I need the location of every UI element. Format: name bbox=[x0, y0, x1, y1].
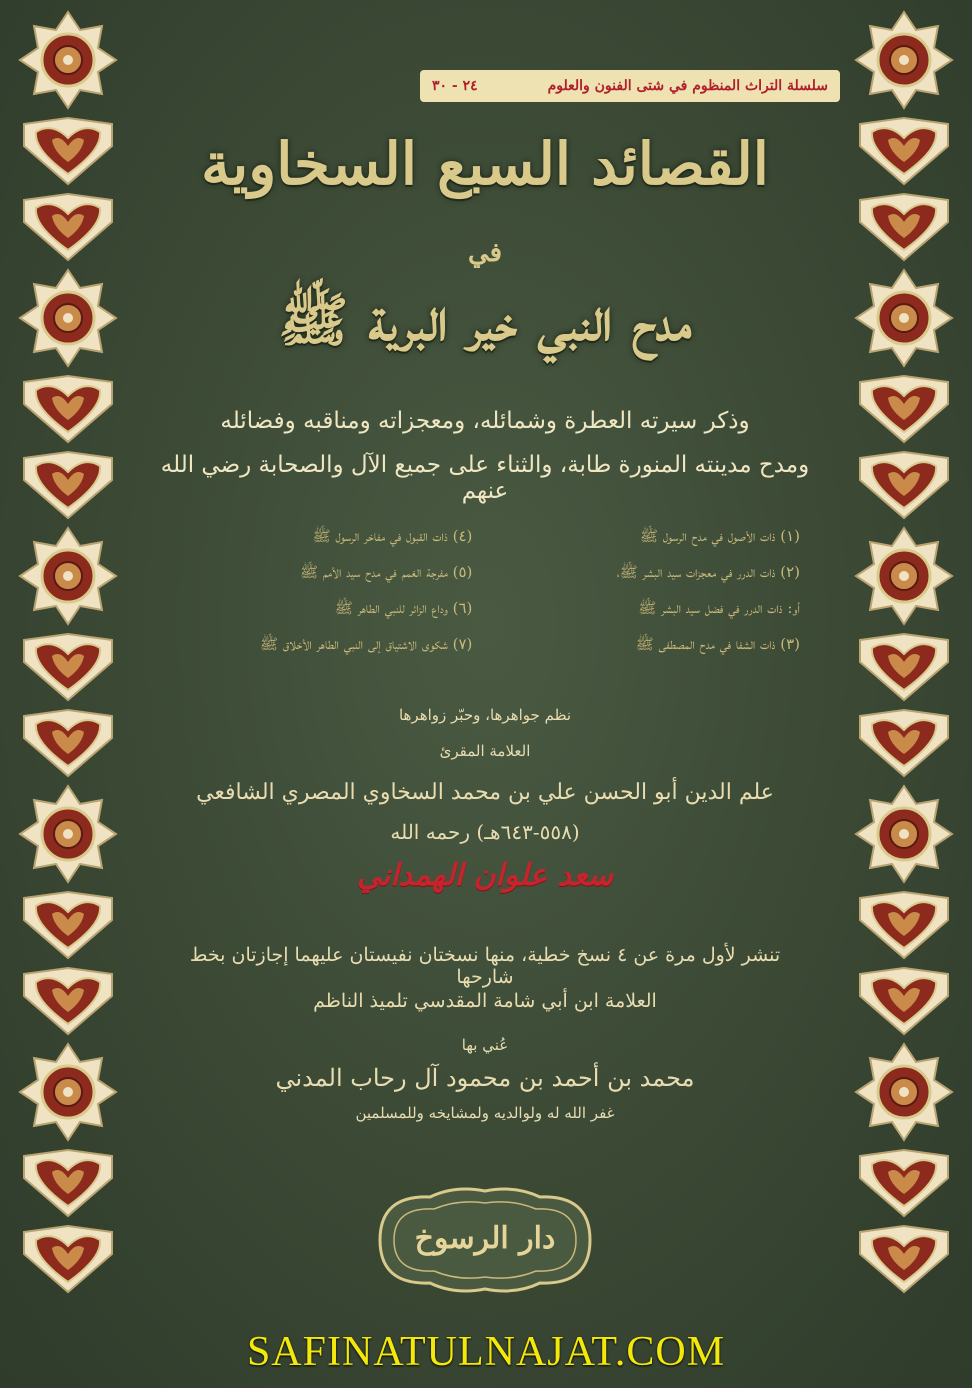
series-number: ٢٤ - ٣٠ bbox=[432, 78, 478, 94]
poem-item: (٥) مفرجة الغمم في مدح سيد الأمم ﷺ bbox=[300, 563, 473, 581]
heart-ornament-icon bbox=[854, 1148, 954, 1218]
subtitle-line2: ومدح مدينته المنورة طابة، والثناء على جميع الآل والصحابة رضي الله عنهم bbox=[160, 452, 810, 504]
heart-ornament-icon bbox=[854, 632, 954, 702]
publisher-name: دار الرسوخ bbox=[414, 1221, 556, 1256]
author-dates: (٥٥٨-٦٤٣هـ) رحمه الله bbox=[390, 820, 580, 844]
star-ornament-icon bbox=[18, 784, 118, 884]
star-ornament-icon bbox=[18, 526, 118, 626]
star-ornament-icon bbox=[854, 526, 954, 626]
heart-ornament-icon bbox=[18, 708, 118, 778]
left-ornament-border bbox=[8, 10, 128, 1350]
poem-item: (٦) وداع الزائر للنبي الطاهر ﷺ bbox=[334, 599, 473, 617]
heart-ornament-icon bbox=[18, 116, 118, 186]
heart-ornament-icon bbox=[18, 632, 118, 702]
star-ornament-icon bbox=[18, 268, 118, 368]
heart-ornament-icon bbox=[854, 890, 954, 960]
website-watermark: SAFINATULNAJAT.COM bbox=[246, 1329, 726, 1375]
heart-ornament-icon bbox=[854, 1224, 954, 1294]
publisher-emblem bbox=[360, 1185, 610, 1295]
right-ornament-border bbox=[844, 10, 964, 1350]
author-intro: نظم جواهرها، وحبّر زواهرها bbox=[398, 706, 572, 724]
heart-ornament-icon bbox=[18, 450, 118, 520]
poem-item: (١) ذات الأصول في مدح الرسول ﷺ bbox=[639, 527, 800, 545]
poem-item: (٣) ذات الشفا في مدح المصطفى ﷺ bbox=[635, 635, 800, 653]
heart-ornament-icon bbox=[854, 708, 954, 778]
book-title-line1: القصائد السبع السخاوية bbox=[201, 130, 769, 198]
heart-ornament-icon bbox=[854, 966, 954, 1036]
heart-ornament-icon bbox=[854, 116, 954, 186]
series-title: سلسلة التراث المنظوم في شتى الفنون والعلوم bbox=[547, 78, 828, 94]
series-banner bbox=[420, 70, 840, 102]
heart-ornament-icon bbox=[18, 1224, 118, 1294]
publication-note-line1: تنشر لأول مرة عن ٤ نسخ خطية، منها نسختان نفيستان عليهما إجازتان بخط شارحها bbox=[189, 944, 781, 988]
heart-ornament-icon bbox=[18, 966, 118, 1036]
author-name: علم الدين أبو الحسن علي بن محمد السخاوي المصري الشافعي bbox=[196, 780, 774, 805]
poem-item: (٧) شكوى الاشتياق إلى النبي الطاهر الأخلاق ﷺ bbox=[259, 635, 473, 653]
author-honorific: العلامة المقرئ bbox=[439, 742, 531, 760]
poem-item: أو: ذات الدرر في فضل سيد البشر ﷺ bbox=[638, 599, 800, 617]
editor-intro: عُني بها bbox=[461, 1036, 509, 1054]
poem-item: (٤) ذات القبول في مفاخر الرسول ﷺ bbox=[312, 527, 473, 545]
heart-ornament-icon bbox=[18, 374, 118, 444]
editor-signature: سعد علوان الهمداني bbox=[356, 858, 614, 893]
star-ornament-icon bbox=[18, 10, 118, 110]
poem-row bbox=[170, 520, 800, 556]
poem-row bbox=[170, 628, 800, 664]
poem-row bbox=[170, 592, 800, 628]
subtitle-line1: وذكر سيرته العطرة وشمائله، ومعجزاته ومناقبه وفضائله bbox=[220, 408, 750, 434]
star-ornament-icon bbox=[18, 1042, 118, 1142]
heart-ornament-icon bbox=[18, 890, 118, 960]
poem-row bbox=[170, 556, 800, 592]
star-ornament-icon bbox=[854, 1042, 954, 1142]
heart-ornament-icon bbox=[854, 374, 954, 444]
star-ornament-icon bbox=[854, 268, 954, 368]
poems-list bbox=[170, 520, 800, 664]
heart-ornament-icon bbox=[854, 192, 954, 262]
title-connector: في bbox=[467, 238, 503, 268]
book-title-line2: مدح النبي خير البرية ﷺ bbox=[278, 286, 692, 354]
publication-note-line2: العلامة ابن أبي شامة المقدسي تلميذ الناظم bbox=[313, 990, 657, 1012]
editor-name: محمد بن أحمد بن محمود آل رحاب المدني bbox=[275, 1064, 695, 1092]
star-ornament-icon bbox=[854, 784, 954, 884]
star-ornament-icon bbox=[854, 10, 954, 110]
heart-ornament-icon bbox=[854, 450, 954, 520]
heart-ornament-icon bbox=[18, 192, 118, 262]
editor-prayer: غفر الله له ولوالديه ولمشايخه وللمسلمين bbox=[355, 1104, 615, 1122]
poem-item: (٢) ذات الدرر في معجزات سيد البشر ﷺ، bbox=[616, 563, 800, 581]
heart-ornament-icon bbox=[18, 1148, 118, 1218]
